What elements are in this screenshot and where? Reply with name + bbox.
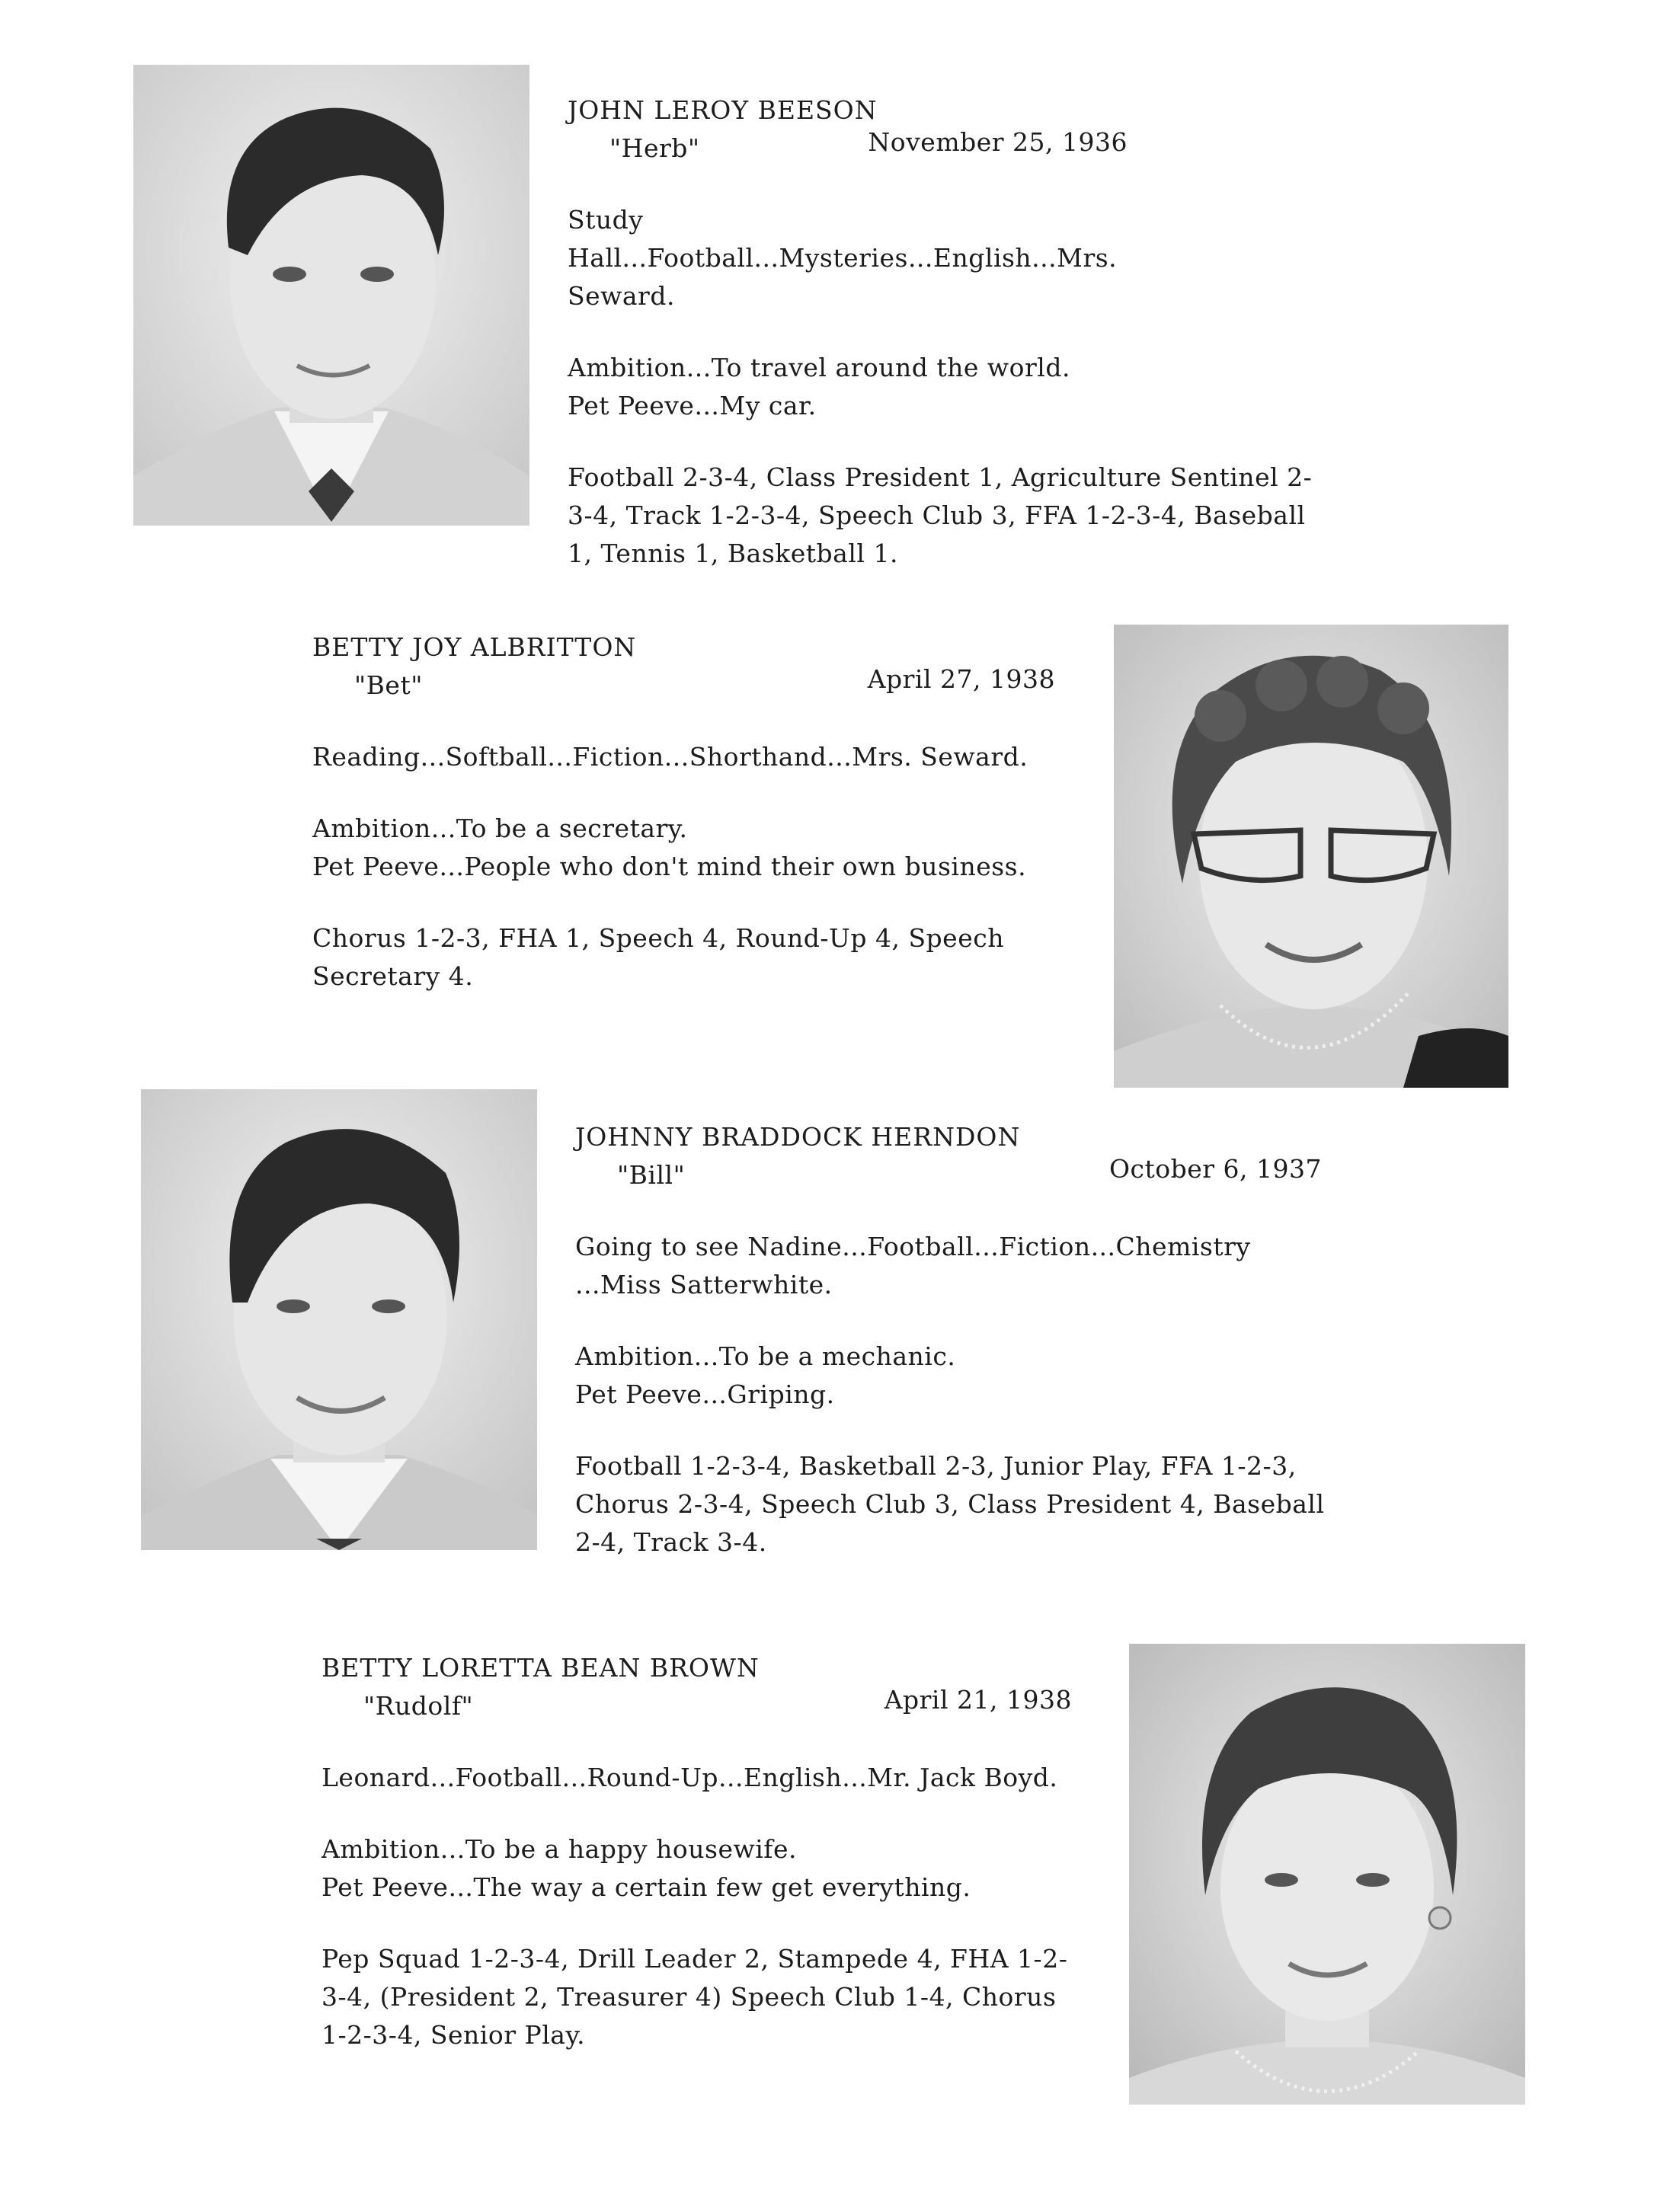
student-info-albritton (312, 628, 1063, 996)
student-activities: Football 2-3-4, Class President 1, Agriculture Sentinel 2-3-4, Track 1-2-3-4, Speech Club 3, FFA 1-2-3-4, Baseball 1, Tennis 1, Basketball 1. (568, 462, 1313, 568)
student-nickname: "Bill" (617, 1160, 686, 1190)
student-favorites: Leonard...Football...Round-Up...English...Mr. Jack Boyd. (321, 1763, 1058, 1792)
student-pet-peeve: Pet Peeve...The way a certain few get everything. (321, 1872, 971, 1902)
student-pet-peeve: Pet Peeve...Griping. (575, 1379, 835, 1409)
student-nickname: "Rudolf" (363, 1691, 474, 1721)
student-pet-peeve: Pet Peeve...My car. (568, 391, 817, 420)
student-info-herndon (575, 1118, 1329, 1562)
student-name: BETTY JOY ALBRITTON (312, 632, 637, 662)
student-photo-herndon (141, 1089, 537, 1550)
student-ambition: Ambition...To travel around the world. (568, 353, 1070, 382)
student-nickname: "Herb" (609, 133, 700, 163)
student-name: JOHNNY BRADDOCK HERNDON (575, 1122, 1021, 1152)
student-favorites: Going to see Nadine...Football...Fiction...Chemistry ...Miss Satterwhite. (575, 1232, 1251, 1299)
student-ambition: Ambition...To be a mechanic. (575, 1341, 956, 1371)
student-photo-beeson (133, 65, 529, 526)
student-favorites: Reading...Softball...Fiction...Shorthand...Mrs. Seward. (312, 742, 1028, 772)
student-photo-albritton (1114, 625, 1508, 1088)
student-activities: Football 1-2-3-4, Basketball 2-3, Junior Play, FFA 1-2-3, Chorus 2-3-4, Speech Club 3, Class President 4, Baseball 2-4, Track 3-4. (575, 1451, 1325, 1557)
student-nickname: "Bet" (354, 670, 423, 700)
student-info-brown (321, 1649, 1087, 2054)
student-photo-brown (1129, 1644, 1525, 2105)
student-favorites: Study Hall...Football...Mysteries...English...Mrs. Seward. (568, 205, 1118, 311)
student-birthdate: October 6, 1937 (1108, 1154, 1322, 1184)
student-activities: Pep Squad 1-2-3-4, Drill Leader 2, Stampede 4, FHA 1-2-3-4, (President 2, Treasurer 4) Speech Club 1-4, Chorus 1-2-3-4, Senior Play. (321, 1944, 1068, 2050)
student-activities: Chorus 1-2-3, FHA 1, Speech 4, Round-Up 4, Speech Secretary 4. (312, 923, 1004, 991)
student-birthdate: April 21, 1938 (884, 1685, 1072, 1715)
student-pet-peeve: Pet Peeve...People who don't mind their own business. (312, 852, 1027, 881)
student-info-beeson (568, 91, 1322, 573)
student-birthdate: April 27, 1938 (867, 664, 1055, 694)
student-name: BETTY LORETTA BEAN BROWN (321, 1653, 760, 1683)
student-ambition: Ambition...To be a secretary. (312, 814, 688, 843)
student-birthdate: November 25, 1936 (868, 127, 1128, 157)
student-name: JOHN LEROY BEESON (568, 95, 878, 125)
student-ambition: Ambition...To be a happy housewife. (321, 1834, 798, 1864)
